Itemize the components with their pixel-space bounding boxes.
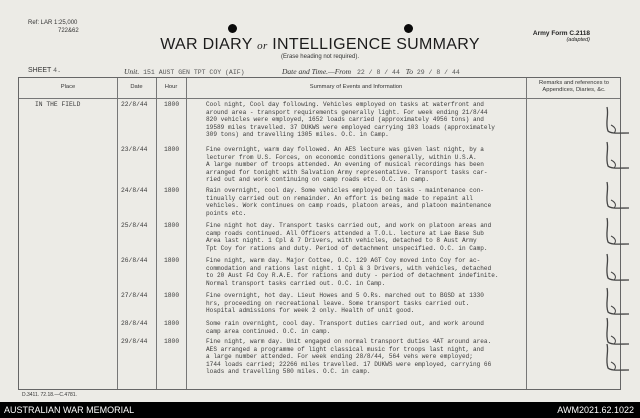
reference-line: Ref: LAR 1:25,000: [28, 20, 78, 26]
summary-line: hrs, proceeding on recreational leave. Some transport tasks carried out.: [206, 299, 470, 307]
entry-hour: 1800: [164, 146, 180, 153]
entry-summary: [206, 338, 522, 376]
entry-hour: 1800: [164, 187, 180, 194]
summary-line: Fine overnight, hot day. Lieut Howes and 5 O.Rs. marched out to BGSD at 1330: [206, 292, 484, 299]
title-war-diary: WAR DIARY: [160, 36, 253, 53]
summary-line: to 20 Aust Fd Coy R.A.E. for rations and duty - period of detachment indefinite.: [206, 272, 499, 280]
title-subnote: (Erase heading not required).: [280, 54, 360, 60]
column-header-summary: Summary of Events and Information: [309, 84, 403, 90]
summary-line: a large number attended. For week ending 28/8/44, 564 vehs were employed;: [206, 353, 473, 361]
punch-hole: [228, 24, 237, 33]
summary-line: arranged for tonight with Salvation Army representative. Transport tasks car-: [206, 168, 488, 176]
title-intelligence-summary: INTELLIGENCE SUMMARY: [272, 36, 480, 53]
entry-date: 24/8/44: [121, 187, 148, 194]
entry-date: 22/8/44: [121, 101, 148, 108]
entry-date: 25/8/44: [121, 222, 148, 229]
column-header-date: Date: [130, 84, 143, 90]
entry-summary: [206, 320, 522, 335]
column-header-place: Place: [60, 84, 76, 90]
entry-date: 27/8/44: [121, 292, 148, 299]
summary-line: Hospital admissions for week 2 only. Health of unit good.: [206, 307, 415, 315]
entry-date: 26/8/44: [121, 257, 148, 264]
unit-field: [124, 67, 245, 76]
entry-summary: [206, 187, 522, 217]
summary-line: points etc.: [206, 209, 247, 217]
summary-line: Tpt Coy for rations and duty. Period of detachment unspecified. O.C. in Camp.: [206, 244, 488, 252]
column-divider: [117, 78, 118, 389]
entry-date: 29/8/44: [121, 338, 148, 345]
summary-line: camp area continued. O.C. in camp.: [206, 327, 331, 335]
handwritten-initials: [599, 214, 633, 248]
handwritten-initials: [599, 284, 633, 318]
entry-hour: 1800: [164, 222, 180, 229]
printer-imprint: D.3411. 72.18.—C.4781.: [22, 392, 77, 398]
footer-institution: AUSTRALIAN WAR MEMORIAL: [4, 405, 135, 415]
entry-hour: 1800: [164, 338, 180, 345]
army-form-number: Army Form C.2118: [532, 30, 590, 37]
column-header-hour: Hour: [164, 84, 178, 90]
unit-label: Unit.: [124, 67, 140, 76]
diary-table: [18, 77, 621, 390]
column-header-remarks: Remarks and references to Appendices, Diaries, &c.: [539, 80, 609, 93]
summary-line: 309 tons) and travelling 1305 miles. O.C. in Camp.: [206, 131, 389, 139]
date-time-label: Date and Time.—From: [282, 67, 352, 76]
entry-place: IN THE FIELD: [35, 101, 81, 108]
summary-line: Fine overnight, warm day followed. An AES lecture was given last night, by a: [206, 146, 484, 153]
entry-summary: [206, 101, 522, 139]
date-to-value: 29 / 8 / 44: [416, 69, 460, 76]
header-divider: [19, 98, 620, 99]
handwritten-initials: [599, 103, 633, 137]
handwritten-initials: [599, 340, 633, 374]
entry-hour: 1800: [164, 257, 180, 264]
column-divider: [186, 78, 187, 389]
summary-line: Area last night. 1 Cpl & 7 Drivers, with vehicles, detached to 8 Aust Army: [206, 237, 477, 245]
entry-date: 23/8/44: [121, 146, 148, 153]
summary-line: around area - transport requirements generally light. For week ending 21/8/44: [206, 108, 488, 116]
sheet-value: 4.: [53, 67, 61, 74]
army-form-note: (adapted): [566, 37, 590, 43]
summary-line: 820 vehicles were employed, 1652 loads carried (approximately 4956 tons) and: [206, 116, 484, 124]
summary-line: lecturer from U.S. Forces, on economic conditions generally, within U.S.A.: [206, 153, 477, 161]
summary-line: 1744 loads carried; 22266 miles travelled. 17 DUKWS were employed, carrying 66: [206, 360, 492, 368]
summary-line: Cool night, Cool day following. Vehicles employed on tasks at waterfront and: [206, 101, 484, 108]
handwritten-initials: [599, 250, 633, 284]
summary-line: commodation and rations last night. 1 Cpl & 3 Drivers, with vehicles, detached: [206, 264, 492, 272]
summary-line: camp roads continued. All Officers attended a T.O.L. lecture at Lae Base Sub: [206, 229, 484, 237]
title-or: or: [257, 40, 268, 52]
sheet-field: [28, 67, 61, 74]
entry-hour: 1800: [164, 101, 180, 108]
entry-hour: 1800: [164, 320, 180, 327]
entry-summary: [206, 222, 522, 252]
date-time-field: [282, 67, 460, 76]
punch-hole: [404, 24, 413, 33]
date-from-value: 22 / 8 / 44: [356, 69, 400, 76]
sheet-label: SHEET: [28, 67, 52, 74]
reference-number: 722&62: [58, 28, 79, 34]
entry-summary: [206, 292, 522, 315]
entry-date: 28/8/44: [121, 320, 148, 327]
summary-line: AES arranged a programme of light classical music for troops last night, and: [206, 345, 484, 353]
date-to-label: To: [405, 67, 413, 76]
summary-line: vehicles. Work continues on camp roads, platoon areas, and platoon maintenance: [206, 202, 492, 210]
column-divider: [156, 78, 157, 389]
summary-line: 19589 miles travelled. 37 DUKWS were employed carrying 103 loads (approximately: [206, 123, 495, 131]
summary-line: Fine night, warm day. Major Cottee, O.C. 129 AGT Coy moved into Coy for ac-: [206, 257, 481, 264]
page-title: [0, 36, 640, 54]
entry-summary: [206, 146, 522, 184]
summary-line: Fine night hot day. Transport tasks carried out, and work on platoon areas and: [206, 222, 492, 229]
entry-hour: 1800: [164, 292, 180, 299]
summary-line: loads and travelling 580 miles. O.C. in camp.: [206, 368, 371, 376]
summary-line: Fine night, warm day. Unit engaged on normal transport duties 4AT around area.: [206, 338, 492, 345]
entry-summary: [206, 257, 522, 287]
unit-value: 151 AUST GEN TPT COY (AIF): [143, 69, 245, 76]
summary-line: tinually carried out on remainder. An effort is being made to repaint all: [206, 194, 473, 202]
handwritten-initials: [599, 138, 633, 172]
summary-line: Some rain overnight, cool day. Transport duties carried out, and work around: [206, 320, 484, 327]
handwritten-initials: [599, 178, 633, 212]
summary-line: Rain overnight, cool day. Some vehicles employed on tasks - maintenance con-: [206, 187, 484, 194]
footer-accession-number: AWM2021.62.1022: [557, 405, 634, 415]
summary-line: A large number of troops attended. An evening of musical recordings has been: [206, 161, 484, 169]
summary-line: Normal transport tasks carried out. O.C. in Camp.: [206, 279, 386, 287]
summary-line: ried out and work continuing on camp roads etc. O.C. in camp.: [206, 176, 430, 184]
column-divider: [526, 78, 527, 389]
